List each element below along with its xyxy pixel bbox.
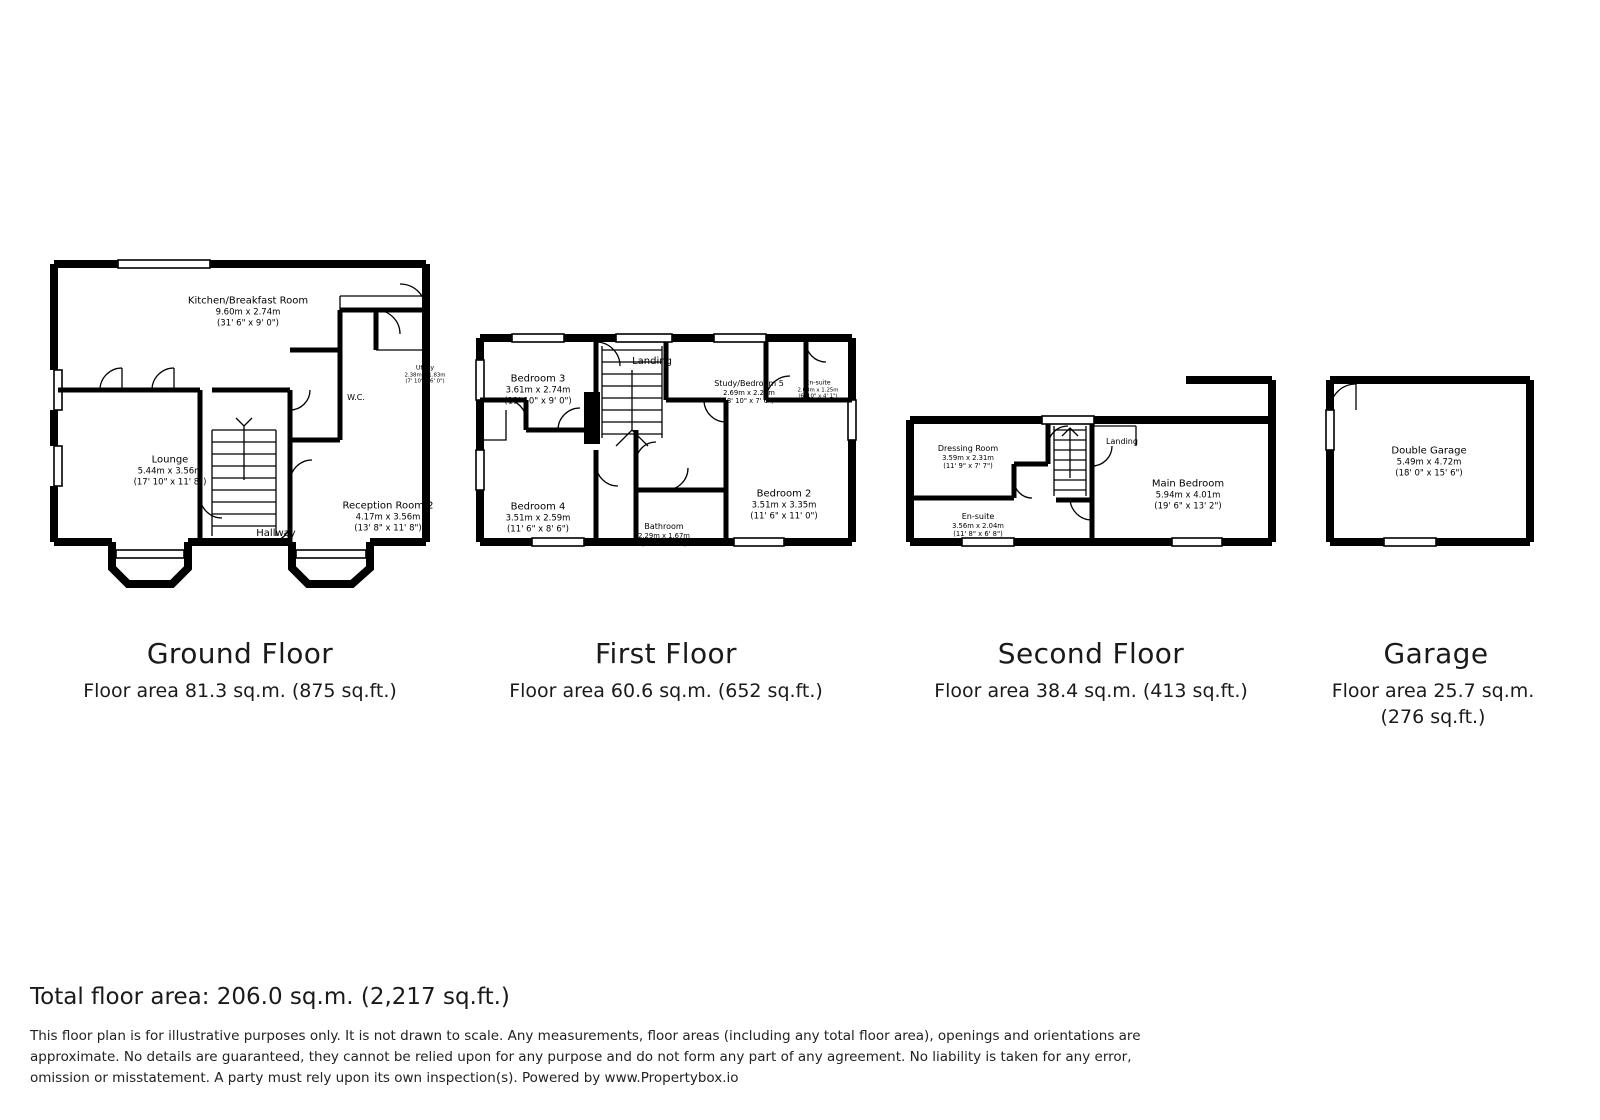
room-name: W.C. xyxy=(347,393,365,403)
floor-plan-first xyxy=(466,250,866,605)
floor-block-garage xyxy=(1316,250,1556,730)
floor-title-second: Second Floor xyxy=(997,637,1185,670)
room-name: Reception Room 2 xyxy=(342,500,434,512)
room-name: Lounge xyxy=(151,454,189,466)
room-label xyxy=(188,296,308,329)
room-name: Bedroom 2 xyxy=(756,488,812,500)
room-imperial: (11' 6" x 11' 0") xyxy=(750,511,818,522)
room-label xyxy=(638,522,690,548)
room-metric: 2.08m x 1.25m xyxy=(797,387,839,394)
room-imperial: (31' 6" x 9' 0") xyxy=(216,318,279,329)
room-label xyxy=(632,356,672,368)
room-label xyxy=(714,379,784,405)
room-metric: 2.29m x 1.67m xyxy=(638,531,690,540)
room-name: Dressing Room xyxy=(937,443,999,453)
room-metric: 3.59m x 2.31m xyxy=(942,453,994,462)
floor-area-ground: Floor area 81.3 sq.m. (875 sq.ft.) xyxy=(83,680,397,702)
room-label xyxy=(1106,437,1138,447)
floor-title-first: First Floor xyxy=(595,637,737,670)
room-imperial: (11' 9" x 7' 7") xyxy=(943,461,993,470)
room-metric: 3.51m x 3.35m xyxy=(751,500,817,511)
room-label xyxy=(506,502,571,535)
floor-block-second xyxy=(896,250,1286,705)
floor-area-first: Floor area 60.6 sq.m. (652 sq.ft.) xyxy=(509,680,823,702)
floor-title-garage: Garage xyxy=(1383,637,1489,670)
room-imperial: (13' 8" x 11' 8") xyxy=(354,523,422,534)
room-name: Hallway xyxy=(256,527,296,539)
room-imperial: (8' 10" x 7' 6") xyxy=(724,396,774,405)
floor-area-garage: Floor area 25.7 sq.m. (276 sq.ft.) xyxy=(1331,680,1535,728)
room-label xyxy=(404,365,445,386)
room-metric: 2.38m x 1.83m xyxy=(404,372,446,379)
room-label xyxy=(797,380,838,401)
floor-plan-second xyxy=(896,250,1286,605)
room-name: Utility xyxy=(415,364,435,372)
room-name: Landing xyxy=(1106,437,1138,447)
room-name: Main Bedroom xyxy=(1151,478,1225,490)
room-label xyxy=(952,512,1004,538)
second-floor-drawing xyxy=(896,250,1286,605)
room-name: Study/Bedroom 5 xyxy=(714,378,784,388)
disclaimer-text: This floor plan is for illustrative purposes only. It is not drawn to scale. Any measurements, floor areas (including any total floor area), openings and orientations are approximate. No details are guaranteed, they cannot be relied upon for any purpose and do not form any part of any agreement. No liability is taken for any error, omission or misstatement. A party must rely upon its own inspection(s). Powered by www.Propertybox.io xyxy=(30,1028,1141,1086)
room-metric: 5.94m x 4.01m xyxy=(1155,490,1221,501)
floor-plan-garage xyxy=(1316,250,1556,605)
room-name: Double Garage xyxy=(1391,445,1467,457)
room-label xyxy=(1152,479,1224,512)
total-floor-area: Total floor area: 206.0 sq.m. (2,217 sq.ft.) xyxy=(30,984,510,1010)
room-metric: 3.51m x 2.59m xyxy=(505,513,571,524)
room-label xyxy=(342,501,433,534)
room-label xyxy=(347,393,365,403)
floor-area-second: Floor area 38.4 sq.m. (413 sq.ft.) xyxy=(934,680,1248,702)
room-label xyxy=(1391,446,1466,479)
room-metric: 5.44m x 3.56m xyxy=(137,466,203,477)
room-metric: 3.61m x 2.74m xyxy=(505,385,571,396)
floor-plan-ground xyxy=(40,250,446,605)
garage-drawing xyxy=(1316,250,1556,605)
room-metric: 2.69m x 2.29m xyxy=(723,388,775,397)
first-floor-drawing xyxy=(466,250,866,605)
room-imperial: (7' 6" x 5' 6") xyxy=(641,539,687,548)
room-imperial: (18' 0" x 15' 6") xyxy=(1395,468,1463,479)
room-label xyxy=(938,444,998,470)
room-imperial: (7' 10" x 6' 0") xyxy=(405,378,445,385)
room-name: En-suite xyxy=(805,379,831,387)
room-metric: 3.56m x 2.04m xyxy=(952,521,1004,530)
room-name: Bedroom 3 xyxy=(510,373,566,385)
floor-block-first xyxy=(466,250,866,705)
floor-block-ground xyxy=(40,250,446,705)
room-name: En-suite xyxy=(961,511,995,521)
room-name: Bedroom 4 xyxy=(510,501,566,513)
room-imperial: (19' 6" x 13' 2") xyxy=(1154,501,1222,512)
room-label xyxy=(256,528,295,540)
floor-title-ground: Ground Floor xyxy=(146,637,334,670)
room-imperial: (11' 10" x 9' 0") xyxy=(504,396,572,407)
room-label xyxy=(134,455,207,488)
room-name: Bathroom xyxy=(644,521,684,531)
room-metric: 4.17m x 3.56m xyxy=(355,512,421,523)
room-imperial: (11' 6" x 8' 6") xyxy=(506,524,570,535)
room-imperial: (6' 10" x 4' 1") xyxy=(798,393,838,400)
room-label xyxy=(750,489,817,522)
room-name: Kitchen/Breakfast Room xyxy=(187,295,309,307)
room-metric: 9.60m x 2.74m xyxy=(215,307,281,318)
room-imperial: (11' 8" x 6' 8") xyxy=(953,529,1003,538)
room-label xyxy=(504,374,571,407)
room-imperial: (17' 10" x 11' 8") xyxy=(133,477,207,488)
room-name: Landing xyxy=(632,355,672,367)
room-metric: 5.49m x 4.72m xyxy=(1396,457,1462,468)
